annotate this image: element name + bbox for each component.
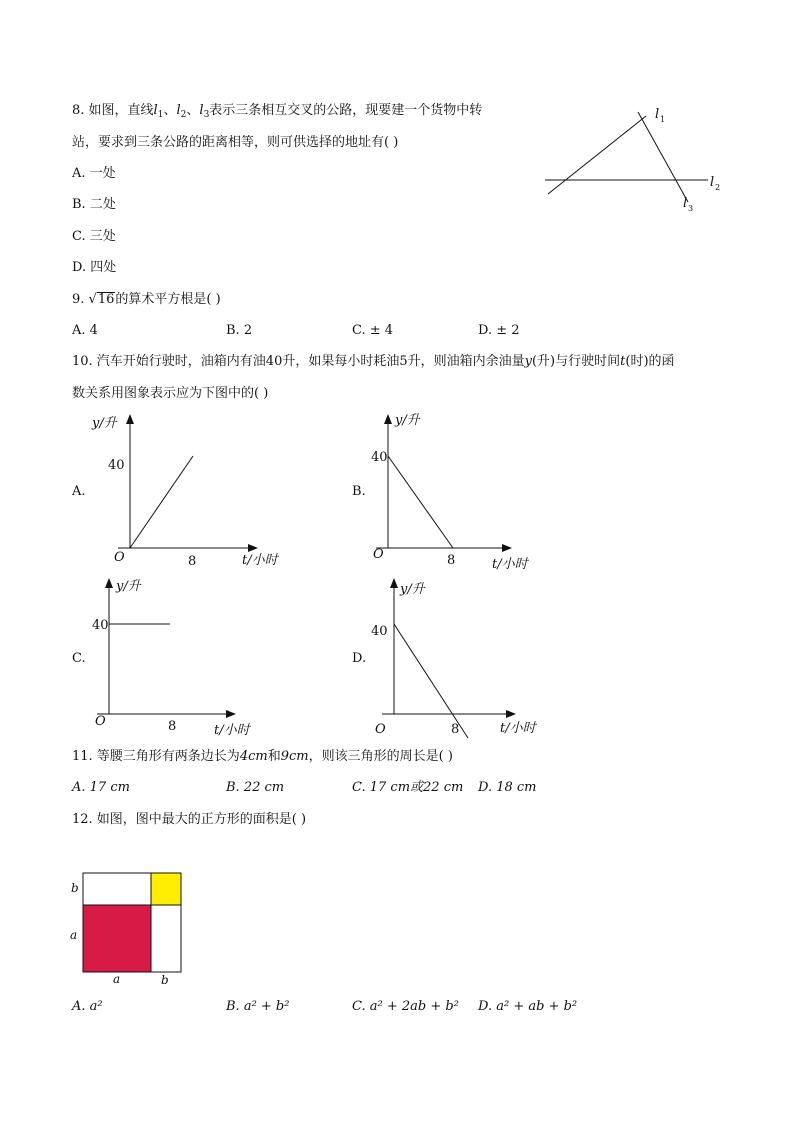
q8-sep1: 、 [163, 103, 177, 118]
graph-a-ytick: 40 [108, 458, 125, 473]
q11-text-b: ，则该三角形的周长是( ) [308, 749, 453, 764]
graph-a-ylabel: y/升 [92, 416, 117, 431]
q10-text-c: (时)的函 [625, 354, 675, 369]
q10-line2: 数关系用图象表示应为下图中的( ) [72, 386, 269, 401]
q8-text-end: 表示三条相互交叉的公路，现要建一个货物中转 [209, 103, 483, 118]
q8-fig-l2: l [710, 175, 715, 190]
q11-and: 和 [267, 749, 281, 764]
q8-var-l1: l [153, 103, 158, 118]
graph-d-xtick: 8 [451, 722, 460, 737]
q10-graph-d-label: D. [352, 651, 367, 666]
q10-var-y: y [524, 354, 532, 369]
q11-option-c: C. 17 cm或22 cm [352, 780, 464, 795]
q9-prefix: 9. [72, 292, 89, 307]
q8-fig-l3-sub: 3 [688, 204, 694, 213]
q12-label-b-left: b [71, 881, 79, 895]
graph-a-xtick: 8 [188, 554, 197, 569]
graph-b-xtick: 8 [447, 553, 456, 568]
q11-value-1: 4cm [239, 749, 268, 764]
q8-option-c: C. 三处 [72, 229, 116, 244]
q8-var-l3: l [199, 103, 204, 118]
q10-var-t: t [620, 354, 626, 369]
graph-d-origin: O [375, 722, 386, 737]
q12-option-a: A. a² [72, 999, 103, 1014]
q12-label-a-bottom: a [113, 972, 121, 986]
graph-a-origin: O [114, 550, 125, 565]
q8-fig-l2-sub: 2 [715, 183, 721, 192]
q8-sep2: 、 [186, 103, 200, 118]
q8-option-a: A. 一处 [72, 166, 116, 181]
graph-b-ytick: 40 [371, 450, 388, 465]
q12-option-c: C. a² + 2ab + b² [352, 999, 459, 1014]
q12-option-b: B. a² + b² [226, 999, 290, 1014]
graph-c-ylabel: y/升 [116, 579, 141, 594]
graph-d-xlabel: t/小时 [500, 721, 536, 736]
graph-d-ytick: 40 [371, 624, 388, 639]
q12-option-d: D. a² + ab + b² [478, 999, 578, 1014]
q9-option-c: C. ± 4 [352, 323, 394, 338]
graph-c-ytick: 40 [92, 618, 109, 633]
q10-graph-a-label: A. [72, 484, 86, 499]
q10-graph-b-label: B. [352, 484, 366, 499]
q8-option-b: B. 二处 [72, 197, 116, 212]
q12-red-square [83, 905, 151, 972]
q12-label-a-left: a [70, 928, 78, 942]
q12-stem: 12. 如图，图中最大的正方形的面积是( ) [72, 812, 307, 827]
q8-option-d: D. 四处 [72, 260, 117, 275]
q9-option-b: B. 2 [226, 323, 253, 338]
q11-value-2: 9cm [280, 749, 309, 764]
q12-yellow-square [151, 873, 181, 905]
graph-b-origin: O [373, 547, 384, 562]
q9-suffix: 的算术平方根是( ) [115, 292, 221, 307]
q8-sub1: 1 [157, 110, 164, 120]
sqrt-symbol: √ [88, 292, 97, 307]
q11-option-b: B. 22 cm [226, 780, 285, 795]
q9-radicand: 16 [97, 292, 115, 307]
q8-text-start: 8. 如图，直线 [72, 103, 154, 118]
q10-text-a: 10. 汽车开始行驶时，油箱内有油40升，如果每小时耗油5升，则油箱内余油量 [72, 354, 525, 369]
graph-c-origin: O [95, 714, 106, 729]
q10-graph-c-label: C. [72, 651, 86, 666]
graph-c-xlabel: t/小时 [214, 723, 250, 738]
q8-fig-l1-sub: 1 [660, 115, 666, 124]
q8-fig-l1: l [655, 107, 660, 122]
q10-text-b: (升)与行驶时间 [531, 354, 621, 369]
q8-var-l2: l [176, 103, 181, 118]
graph-b-ylabel: y/升 [395, 413, 420, 428]
q11-text-a: 11. 等腰三角形有两条边长为 [72, 749, 240, 764]
q8-line2: 站，要求到三条公路的距离相等，则可供选择的地址有( ) [72, 135, 399, 150]
graph-a-xlabel: t/小时 [242, 553, 278, 568]
q8-sub2: 2 [180, 110, 187, 120]
graph-d-ylabel: y/升 [400, 582, 425, 597]
q8-sub3: 3 [203, 110, 210, 120]
q9-option-d: D. ± 2 [478, 323, 520, 338]
q11-option-a: A. 17 cm [72, 780, 130, 795]
q8-fig-l3: l [683, 196, 688, 211]
graph-c-xtick: 8 [168, 719, 177, 734]
graph-b-xlabel: t/小时 [492, 557, 528, 572]
q12-label-b-bottom: b [161, 973, 169, 987]
q9-option-a: A. 4 [72, 323, 98, 338]
q11-option-d: D. 18 cm [478, 780, 537, 795]
